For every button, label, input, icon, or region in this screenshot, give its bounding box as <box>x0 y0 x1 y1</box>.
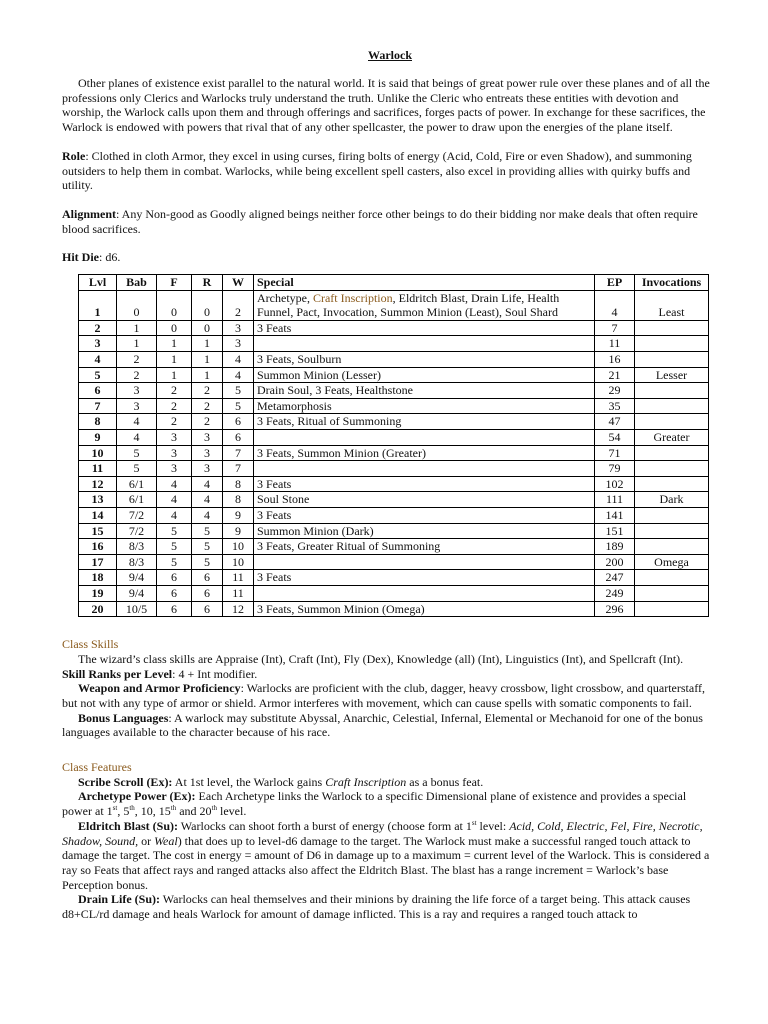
intro-paragraph: Other planes of existence exist parallel to the natural world. It is said that beings of great power rule over these planes and of all the professions only Clerics and Warlocks truly understand the truth. Unlike the Cleric who entreats these entities with devotion and worship, the Warlock calls upon them and through offerings and sacrifices, forges pacts of power. In exchange for these sacrifices, the Warlock is endowed with powers that rival that of any other spellcaster, the power to draw upon the energies of the plane itself. <box>62 76 710 135</box>
table-row <box>79 539 709 555</box>
level-cell: 7 <box>79 398 117 414</box>
class-features-heading: Class Features <box>62 760 132 775</box>
header-ref: R <box>192 275 223 291</box>
ref-cell: 3 <box>192 429 223 445</box>
header-bab: Bab <box>117 275 157 291</box>
hitdie-paragraph <box>62 250 718 265</box>
skill-ranks-paragraph <box>62 667 718 682</box>
level-cell: 6 <box>79 383 117 399</box>
ep-cell: 7 <box>595 320 635 336</box>
will-cell: 7 <box>223 461 254 477</box>
fort-cell: 1 <box>157 352 192 368</box>
level-cell: 4 <box>79 352 117 368</box>
fort-cell: 2 <box>157 383 192 399</box>
will-cell: 6 <box>223 429 254 445</box>
ordinal-sup: th <box>211 804 218 813</box>
bonus-languages-label: Bonus Languages <box>78 710 169 725</box>
scribe-scroll-paragraph <box>62 775 718 790</box>
special-cell: 3 Feats <box>254 476 595 492</box>
ep-cell: 79 <box>595 461 635 477</box>
eldritch-blast-paragraph <box>62 819 718 893</box>
page-title: Warlock <box>368 48 412 62</box>
archetype-power-text: level. <box>217 804 247 819</box>
ref-cell: 4 <box>192 492 223 508</box>
invocations-cell <box>635 352 709 368</box>
ref-cell: 0 <box>192 320 223 336</box>
bab-cell: 6/1 <box>117 476 157 492</box>
ep-cell: 54 <box>595 429 635 445</box>
level-cell: 16 <box>79 539 117 555</box>
table-row <box>79 523 709 539</box>
bab-cell: 7/2 <box>117 507 157 523</box>
energy-types: Acid, Cold, Electric, Fel, Fire, Necrotic, Shadow, Sound, <box>62 818 703 848</box>
level-cell: 20 <box>79 601 117 617</box>
role-paragraph <box>62 149 718 193</box>
table-row <box>79 352 709 368</box>
header-invocations: Invocations <box>635 275 709 291</box>
weapon-armor-label: Weapon and Armor Proficiency <box>78 681 241 696</box>
special-cell <box>254 336 595 352</box>
eldritch-blast-text: or <box>138 833 155 848</box>
role-label: Role <box>62 148 86 163</box>
archetype-power-text: and 20 <box>176 804 212 819</box>
will-cell: 8 <box>223 476 254 492</box>
invocations-cell <box>635 336 709 352</box>
eldritch-blast-text: ) that does up to level-d6 damage to the target. The Warlock must make a successful ranged touch attack to damage the target. The cost in energy = amount of D6 in damage up to a maximum = current level of the Warlock. This is considered a ray so Feats that affect rays and ranged attacks also affect the Eldritch Blast. The blast has a range increment = Warlock’s base Perception bonus. <box>62 833 710 892</box>
header-special: Special <box>254 275 595 291</box>
will-cell: 11 <box>223 570 254 586</box>
fort-cell: 0 <box>157 320 192 336</box>
fort-cell: 3 <box>157 429 192 445</box>
bonus-languages-paragraph <box>62 711 718 740</box>
ep-cell: 151 <box>595 523 635 539</box>
table-row <box>79 336 709 352</box>
eldritch-blast-text: level: <box>476 818 510 833</box>
special-cell: Summon Minion (Lesser) <box>254 367 595 383</box>
ordinal-sup: th <box>170 804 177 813</box>
invocations-cell <box>635 585 709 601</box>
ordinal-sup: st <box>471 818 477 827</box>
will-cell: 8 <box>223 492 254 508</box>
energy-type-weal: Weal <box>154 833 178 848</box>
ep-cell: 71 <box>595 445 635 461</box>
drain-life-text: Warlocks can heal themselves and their minions by draining the life force of a target being. This attack causes d8+CL/rd damage and heals Warlock for amount of damage inflicted. This is a ray and requires a ranged touch attack to <box>62 892 691 922</box>
header-lvl: Lvl <box>79 275 117 291</box>
fort-cell: 1 <box>157 336 192 352</box>
ep-cell: 296 <box>595 601 635 617</box>
will-cell: 10 <box>223 539 254 555</box>
fort-cell: 5 <box>157 554 192 570</box>
invocations-cell: Greater <box>635 429 709 445</box>
special-cell <box>254 585 595 601</box>
eldritch-blast-label: Eldritch Blast (Su): <box>78 818 179 833</box>
archetype-power-text: , 10, 15 <box>134 804 171 819</box>
special-cell: Drain Soul, 3 Feats, Healthstone <box>254 383 595 399</box>
level-cell: 17 <box>79 554 117 570</box>
invocations-cell <box>635 461 709 477</box>
scribe-scroll-text-end: as a bonus feat. <box>406 774 484 789</box>
special-cell: 3 Feats, Greater Ritual of Summoning <box>254 539 595 555</box>
ep-cell: 249 <box>595 585 635 601</box>
special-cell: Summon Minion (Dark) <box>254 523 595 539</box>
fort-cell: 1 <box>157 367 192 383</box>
archetype-power-text: , 5 <box>117 804 130 819</box>
ep-cell: 141 <box>595 507 635 523</box>
ep-cell: 247 <box>595 570 635 586</box>
fort-cell: 4 <box>157 507 192 523</box>
table-row <box>79 429 709 445</box>
ref-cell: 1 <box>192 352 223 368</box>
special-cell: 3 Feats <box>254 507 595 523</box>
table-row <box>79 492 709 508</box>
ref-cell: 2 <box>192 383 223 399</box>
will-cell: 10 <box>223 554 254 570</box>
drain-life-paragraph <box>62 892 718 921</box>
ref-cell: 1 <box>192 336 223 352</box>
fort-cell: 2 <box>157 414 192 430</box>
ep-cell: 11 <box>595 336 635 352</box>
table-row <box>79 290 709 320</box>
table-row <box>79 585 709 601</box>
ep-cell: 102 <box>595 476 635 492</box>
alignment-paragraph <box>62 207 718 236</box>
special-cell: 3 Feats, Soulburn <box>254 352 595 368</box>
hitdie-label: Hit Die <box>62 250 99 265</box>
will-cell: 3 <box>223 320 254 336</box>
ordinal-sup: st <box>112 804 118 813</box>
special-cell: 3 Feats, Summon Minion (Omega) <box>254 601 595 617</box>
will-cell: 6 <box>223 414 254 430</box>
archetype-power-paragraph <box>62 789 718 818</box>
bab-cell: 10/5 <box>117 601 157 617</box>
alignment-text: : Any Non-good as Goodly aligned beings neither force other beings to do their bidding nor make deals that often require blood sacrifices. <box>62 206 698 236</box>
will-cell: 9 <box>223 507 254 523</box>
fort-cell: 6 <box>157 585 192 601</box>
special-cell: 3 Feats <box>254 320 595 336</box>
will-cell: 4 <box>223 352 254 368</box>
bab-cell: 3 <box>117 383 157 399</box>
ep-cell: 4 <box>595 290 635 320</box>
ref-cell: 5 <box>192 523 223 539</box>
table-row <box>79 476 709 492</box>
table-row <box>79 554 709 570</box>
eldritch-blast-text: Warlocks can shoot forth a burst of energy (choose form at 1 <box>178 818 472 833</box>
bab-cell: 0 <box>117 290 157 320</box>
bab-cell: 2 <box>117 352 157 368</box>
ref-cell: 3 <box>192 461 223 477</box>
bab-cell: 4 <box>117 414 157 430</box>
archetype-power-label: Archetype Power (Ex): <box>78 789 196 804</box>
role-text: : Clothed in cloth Armor, they excel in using curses, firing bolts of energy (Acid, Cold, Fire or even Shadow), and summoning outsiders to help them in combat. Warlocks, while being excellent spell casters, also excel in providing allies with quirky buffs and utility. <box>62 148 692 193</box>
invocations-cell <box>635 445 709 461</box>
special-cell <box>254 554 595 570</box>
will-cell: 3 <box>223 336 254 352</box>
special-text: , Eldritch Blast, Drain Life, Health Funnel, Pact, Invocation, Summon Minion (Least), Soul Shard <box>257 290 560 320</box>
level-cell: 12 <box>79 476 117 492</box>
table-row <box>79 507 709 523</box>
ep-cell: 35 <box>595 398 635 414</box>
ref-cell: 5 <box>192 539 223 555</box>
ref-cell: 2 <box>192 414 223 430</box>
invocations-cell: Omega <box>635 554 709 570</box>
header-fort: F <box>157 275 192 291</box>
invocations-cell <box>635 398 709 414</box>
fort-cell: 3 <box>157 461 192 477</box>
level-cell: 1 <box>79 290 117 320</box>
invocations-cell <box>635 476 709 492</box>
ep-cell: 21 <box>595 367 635 383</box>
special-cell <box>254 290 595 320</box>
bab-cell: 8/3 <box>117 539 157 555</box>
hitdie-text: : d6. <box>99 250 121 265</box>
bab-cell: 3 <box>117 398 157 414</box>
invocations-cell <box>635 414 709 430</box>
will-cell: 5 <box>223 398 254 414</box>
will-cell: 2 <box>223 290 254 320</box>
ep-cell: 29 <box>595 383 635 399</box>
ordinal-sup: th <box>129 804 135 813</box>
bab-cell: 1 <box>117 336 157 352</box>
special-cell: 3 Feats, Summon Minion (Greater) <box>254 445 595 461</box>
ref-cell: 6 <box>192 570 223 586</box>
ref-cell: 6 <box>192 585 223 601</box>
scribe-scroll-label: Scribe Scroll (Ex): <box>78 774 173 789</box>
ep-cell: 111 <box>595 492 635 508</box>
weapon-armor-paragraph <box>62 681 718 710</box>
class-progression-table <box>78 274 709 617</box>
ep-cell: 16 <box>595 352 635 368</box>
fort-cell: 2 <box>157 398 192 414</box>
table-row <box>79 398 709 414</box>
skill-ranks-text: : 4 + Int modifier. <box>172 666 258 681</box>
level-cell: 15 <box>79 523 117 539</box>
bab-cell: 7/2 <box>117 523 157 539</box>
scribe-scroll-feat: Craft Inscription <box>325 774 407 789</box>
special-accent-text: Craft Inscription <box>312 290 393 305</box>
invocations-cell <box>635 320 709 336</box>
fort-cell: 6 <box>157 601 192 617</box>
will-cell: 9 <box>223 523 254 539</box>
ref-cell: 3 <box>192 445 223 461</box>
level-cell: 13 <box>79 492 117 508</box>
invocations-cell <box>635 383 709 399</box>
invocations-cell: Least <box>635 290 709 320</box>
will-cell: 11 <box>223 585 254 601</box>
header-ep: EP <box>595 275 635 291</box>
level-cell: 3 <box>79 336 117 352</box>
will-cell: 7 <box>223 445 254 461</box>
invocations-cell <box>635 570 709 586</box>
fort-cell: 3 <box>157 445 192 461</box>
invocations-cell <box>635 539 709 555</box>
header-will: W <box>223 275 254 291</box>
level-cell: 10 <box>79 445 117 461</box>
level-cell: 8 <box>79 414 117 430</box>
alignment-label: Alignment <box>62 206 116 221</box>
invocations-cell <box>635 523 709 539</box>
table-row <box>79 601 709 617</box>
ref-cell: 4 <box>192 507 223 523</box>
special-cell <box>254 429 595 445</box>
class-skills-text: The wizard’s class skills are Appraise (Int), Craft (Int), Fly (Dex), Knowledge (all) (Int), Linguistics (Int), and Spellcraft (Int). <box>78 651 684 666</box>
bab-cell: 9/4 <box>117 585 157 601</box>
table-row <box>79 367 709 383</box>
will-cell: 4 <box>223 367 254 383</box>
will-cell: 5 <box>223 383 254 399</box>
ep-cell: 189 <box>595 539 635 555</box>
level-cell: 18 <box>79 570 117 586</box>
bab-cell: 5 <box>117 461 157 477</box>
bab-cell: 4 <box>117 429 157 445</box>
fort-cell: 4 <box>157 492 192 508</box>
ref-cell: 5 <box>192 554 223 570</box>
bab-cell: 6/1 <box>117 492 157 508</box>
document-page <box>62 0 718 922</box>
fort-cell: 5 <box>157 539 192 555</box>
special-cell: 3 Feats <box>254 570 595 586</box>
ep-cell: 47 <box>595 414 635 430</box>
ref-cell: 4 <box>192 476 223 492</box>
class-skills-heading: Class Skills <box>62 637 119 652</box>
invocations-cell <box>635 507 709 523</box>
level-cell: 19 <box>79 585 117 601</box>
bonus-languages-text: : A warlock may substitute Abyssal, Anarchic, Celestial, Infernal, Elemental or Mechanoid for one of the bonus languages available to the character because of his race. <box>62 710 703 740</box>
bab-cell: 8/3 <box>117 554 157 570</box>
ref-cell: 6 <box>192 601 223 617</box>
special-text: Archetype, <box>257 290 313 305</box>
will-cell: 12 <box>223 601 254 617</box>
table-row <box>79 414 709 430</box>
ref-cell: 1 <box>192 367 223 383</box>
level-cell: 2 <box>79 320 117 336</box>
table-row <box>79 570 709 586</box>
table-row <box>79 383 709 399</box>
fort-cell: 4 <box>157 476 192 492</box>
table-header-row <box>79 275 709 291</box>
ep-cell: 200 <box>595 554 635 570</box>
invocations-cell: Lesser <box>635 367 709 383</box>
bab-cell: 1 <box>117 320 157 336</box>
level-cell: 9 <box>79 429 117 445</box>
table-row <box>79 445 709 461</box>
ref-cell: 0 <box>192 290 223 320</box>
special-cell: Soul Stone <box>254 492 595 508</box>
bab-cell: 2 <box>117 367 157 383</box>
ref-cell: 2 <box>192 398 223 414</box>
table-row <box>79 320 709 336</box>
fort-cell: 5 <box>157 523 192 539</box>
level-cell: 14 <box>79 507 117 523</box>
archetype-power-text: Each Archetype links the Warlock to a specific Dimensional plane of existence and provides a special power at 1 <box>62 789 687 819</box>
drain-life-label: Drain Life (Su): <box>78 892 160 907</box>
level-cell: 5 <box>79 367 117 383</box>
level-cell: 11 <box>79 461 117 477</box>
scribe-scroll-text: At 1st level, the Warlock gains <box>172 774 326 789</box>
skill-ranks-label: Skill Ranks per Level <box>62 666 173 681</box>
invocations-cell <box>635 601 709 617</box>
special-cell <box>254 461 595 477</box>
special-cell: Metamorphosis <box>254 398 595 414</box>
bab-cell: 9/4 <box>117 570 157 586</box>
bab-cell: 5 <box>117 445 157 461</box>
invocations-cell: Dark <box>635 492 709 508</box>
table-row <box>79 461 709 477</box>
fort-cell: 0 <box>157 290 192 320</box>
weapon-armor-text: : Warlocks are proficient with the club, dagger, heavy crossbow, light crossbow, and quarterstaff, but not with any type of armor or shield. Armor interferes with movement, which can cause spells with somatic components to fail. <box>62 681 705 710</box>
fort-cell: 6 <box>157 570 192 586</box>
special-cell: 3 Feats, Ritual of Summoning <box>254 414 595 430</box>
